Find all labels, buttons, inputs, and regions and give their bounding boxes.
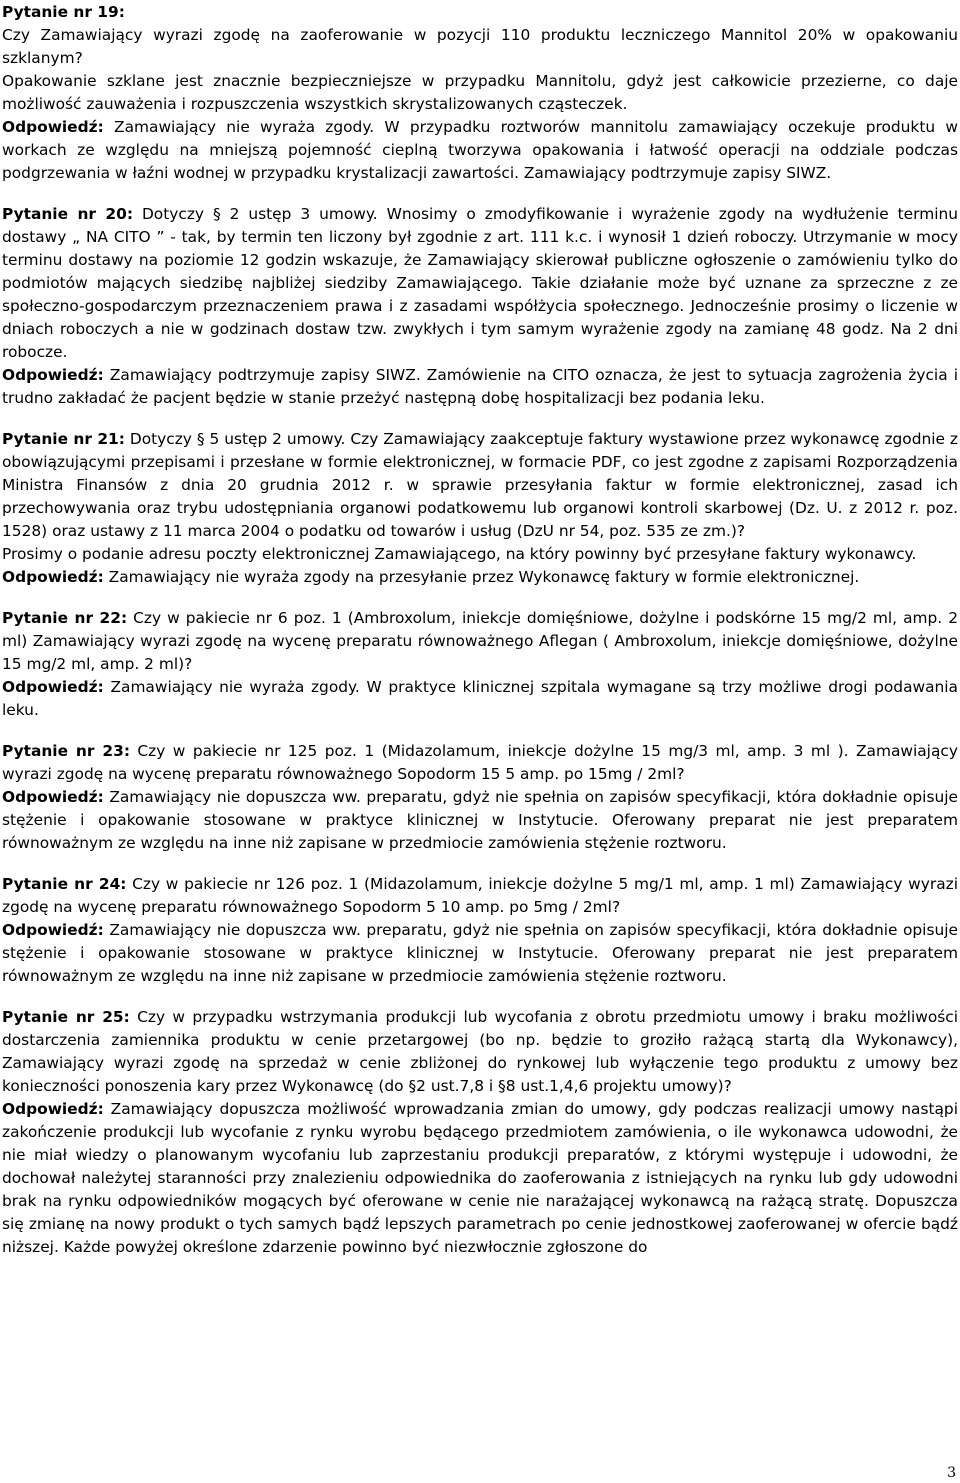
question-21 — [2, 428, 958, 589]
answer-text: Zamawiający nie dopuszcza ww. preparatu, gdyż nie spełnia on zapisów specyfikacji, która dokładnie opisuje stężenie i opakowanie stosowane w praktyce klinicznej w Instytucie. Oferowany preparat nie jest preparatem równoważnym ze względu na inne niż zapisane w przedmiocie zamówienia stężenie roztworu. — [2, 921, 958, 985]
question-text: Czy w pakiecie nr 125 poz. 1 (Midazolamum, iniekcje dożylne 15 mg/3 ml, amp. 3 ml ). Zamawiający wyrazi zgodę na wycenę preparatu równoważnego Sopodorm 15 5 amp. po 15mg / 2ml? — [2, 742, 958, 783]
question-22 — [2, 607, 958, 722]
question-heading: Pytanie nr 24: — [2, 875, 127, 893]
question-20 — [2, 203, 958, 410]
answer-text: Zamawiający dopuszcza możliwość wprowadzania zmian do umowy, gdy podczas realizacji umowy nastąpi zakończenie produkcji lub wycofanie z rynku wyrobu będącego przedmiotem zamówienia, o ile wykonawca udowodni, że nie miał wiedzy o planowanym wycofaniu lub zaprzestaniu produkcji preparatów, z którymi występuje i udowodni, że dochował należytej staranności przy znalezieniu odpowiednika do zaoferowania z istniejących na rynku lub gdy udowodni brak na rynku odpowiedników mogących być oferowane w cenie nie narażającej wykonawcą na rażącą stratę. Dopuszcza się zmianę na nowy produkt o tych samych bądź lepszych parametrach po cenie jednostkowej zaoferowanej w ofercie bądź niższej. Każde powyżej określone zdarzenie powinno być niezwłocznie zgłoszone do — [2, 1100, 958, 1256]
answer-label: Odpowiedź: — [2, 921, 104, 939]
question-text: Dotyczy § 2 ustęp 3 umowy. Wnosimy o zmodyfikowanie i wyrażenie zgody na wydłużenie terminu dostawy „ NA CITO ” - tak, by termin ten liczony był zgodnie z art. 111 k.c. i wynosił 1 dzień roboczy. Utrzymanie w mocy terminu dostawy na poziomie 12 godzin wskazuje, że Zamawiający skierował publiczne ogłoszenie o zamówieniu tylko do podmiotów mających siedzibę najbliżej siedziby Zamawiającego. Takie działanie może być uznane za sprzeczne z ze społeczno-gospodarczym przeznaczeniem prawa i z zasadami współżycia społecznego. Jednocześnie prosimy o liczenie w dniach roboczych a nie w godzinach dostaw tzw. zwykłych i tym samym wyrażenie zgody na zamianę 48 godz. Na 2 dni robocze. — [2, 205, 958, 361]
question-text: Czy w przypadku wstrzymania produkcji lub wycofania z obrotu przedmiotu umowy i braku możliwości dostarczenia zamiennika produktu w cenie przetargowej (bo np. będzie to groziło rażącą startą dla Wykonawcy), Zamawiający wyrazi zgodę na sprzedaż w cenie zbliżonej do rynkowej lub wyłączenie tego produktu z umowy bez konieczności ponoszenia kary przez Wykonawcę (do §2 ust.7,8 i §8 ust.1,4,6 projektu umowy)? — [2, 1008, 958, 1095]
question-text: Czy w pakiecie nr 6 poz. 1 (Ambroxolum, iniekcje domięśniowe, dożylne i podskórne 15 mg/2 ml, amp. 2 ml) Zamawiający wyrazi zgodę na wycenę preparatu równoważnego Aflegan ( Ambroxolum, iniekcje domięśniowe, dożylne 15 mg/2 ml, amp. 2 ml)? — [2, 609, 958, 673]
question-text: Czy Zamawiający wyrazi zgodę na zaoferowanie w pozycji 110 produktu leczniczego Mannitol 20% w opakowaniu szklanym? — [2, 26, 958, 67]
question-23 — [2, 740, 958, 855]
answer-label: Odpowiedź: — [2, 678, 104, 696]
question-request: Prosimy o podanie adresu poczty elektronicznej Zamawiającego, na który powinny być przesyłane faktury wykonawcy. — [2, 545, 917, 563]
question-heading: Pytanie nr 22: — [2, 609, 128, 627]
page-number: 3 — [947, 1465, 956, 1481]
question-25 — [2, 1006, 958, 1259]
question-24 — [2, 873, 958, 988]
document-page — [2, 1, 958, 1259]
answer-label: Odpowiedź: — [2, 366, 104, 384]
question-heading: Pytanie nr 21: — [2, 430, 125, 448]
question-text: Dotyczy § 5 ustęp 2 umowy. Czy Zamawiający zaakceptuje faktury wystawione przez wykonawcę zgodnie z obowiązującymi przepisami i przesłane w formie elektronicznej, w formacie PDF, co jest zgodne z zapisami Rozporządzenia Ministra Finansów z dnia 20 grudnia 2012 r. w sprawie przesyłania faktur w formie elektronicznej, zasad ich przechowywania oraz trybu udostępniania organowi podatkowemu lub organowi kontroli skarbowej (Dz. U. z 2012 r. poz. 1528) oraz ustawy z 11 marca 2004 o podatku od towarów i usług (DzU nr 54, poz. 535 ze zm.)? — [2, 430, 958, 540]
question-heading: Pytanie nr 20: — [2, 205, 133, 223]
answer-label: Odpowiedź: — [2, 1100, 104, 1118]
answer-label: Odpowiedź: — [2, 788, 104, 806]
question-heading: Pytanie nr 19: — [2, 3, 125, 21]
question-justification: Opakowanie szklane jest znacznie bezpieczniejsze w przypadku Mannitolu, gdyż jest całkowicie przezierne, co daje możliwość zauważenia i rozpuszczenia wszystkich skrystalizowanych cząsteczek. — [2, 72, 958, 113]
answer-text: Zamawiający nie dopuszcza ww. preparatu, gdyż nie spełnia on zapisów specyfikacji, która dokładnie opisuje stężenie i opakowanie stosowane w praktyce klinicznej w Instytucie. Oferowany preparat nie jest preparatem równoważnym ze względu na inne niż zapisane w przedmiocie zamówienia stężenie roztworu. — [2, 788, 958, 852]
question-heading: Pytanie nr 25: — [2, 1008, 130, 1026]
answer-text: Zamawiający podtrzymuje zapisy SIWZ. Zamówienie na CITO oznacza, że jest to sytuacja zagrożenia życia i trudno zakładać że pacjent będzie w stanie przeżyć następną dobę hospitalizacji bez podania leku. — [2, 366, 958, 407]
question-heading: Pytanie nr 23: — [2, 742, 130, 760]
question-text: Czy w pakiecie nr 126 poz. 1 (Midazolamum, iniekcje dożylne 5 mg/1 ml, amp. 1 ml) Zamawiający wyrazi zgodę na wycenę preparatu równoważnego Sopodorm 5 10 amp. po 5mg / 2ml? — [2, 875, 958, 916]
answer-text: Zamawiający nie wyraża zgody. W praktyce klinicznej szpitala wymagane są trzy możliwe drogi podawania leku. — [2, 678, 958, 719]
question-19 — [2, 1, 958, 185]
answer-text: Zamawiający nie wyraża zgody. W przypadku roztworów mannitolu zamawiający oczekuje produktu w workach ze względu na mniejszą pojemność cieplną tworzywa opakowania i łatwość operacji na oddziale podczas podgrzewania w łaźni wodnej w przypadku krystalizacji zawartości. Zamawiający podtrzymuje zapisy SIWZ. — [2, 118, 958, 182]
answer-text: Zamawiający nie wyraża zgody na przesyłanie przez Wykonawcę faktury w formie elektronicznej. — [108, 568, 860, 586]
answer-label: Odpowiedź: — [2, 568, 104, 586]
answer-label: Odpowiedź: — [2, 118, 104, 136]
